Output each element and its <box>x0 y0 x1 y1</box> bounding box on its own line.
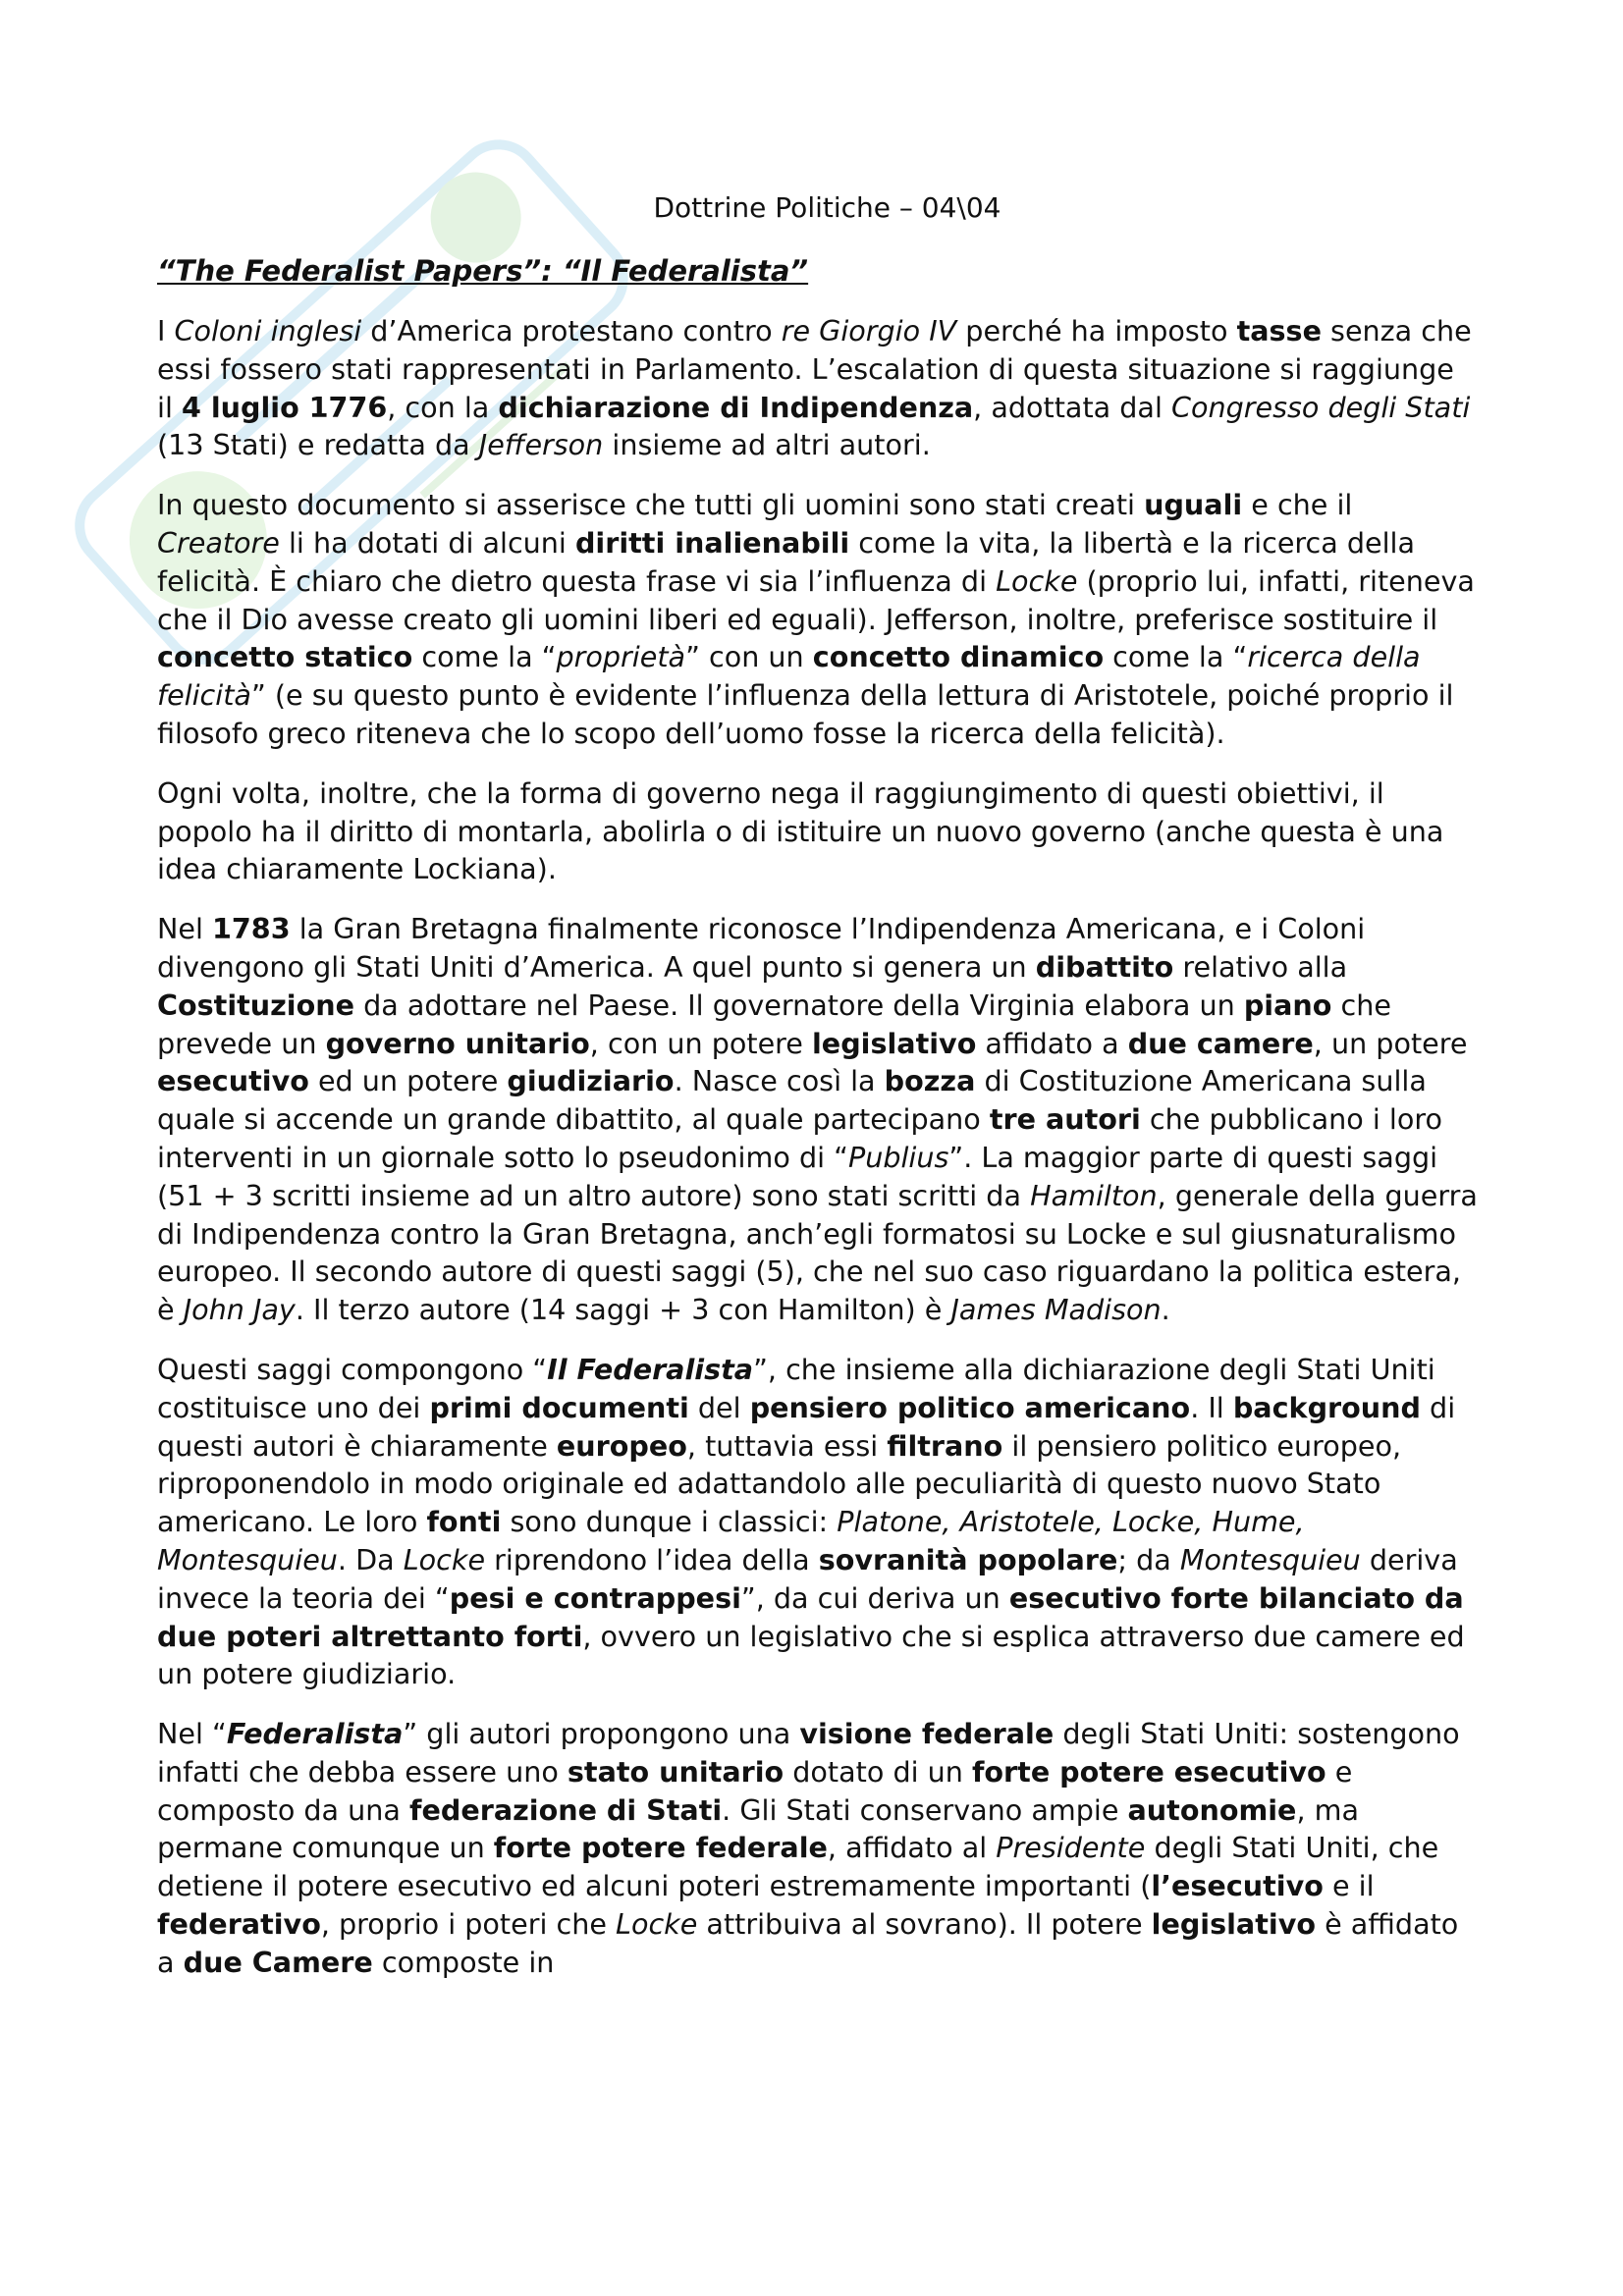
bold-run: 1783 <box>212 912 291 946</box>
bold-run: due camere <box>1127 1026 1314 1060</box>
bold-run: federativo <box>157 1907 321 1942</box>
bold-run: uguali <box>1144 488 1243 522</box>
text-run: , ma permane comunque un <box>157 1792 1360 1865</box>
italic-run: Presidente <box>996 1831 1146 1865</box>
italic-run: Locke <box>403 1542 486 1576</box>
bold-run: Costituzione <box>157 988 354 1022</box>
text-run: Nel <box>157 912 213 946</box>
text-run: che prevede un <box>157 988 1391 1060</box>
paragraph-6 <box>157 1715 1478 1982</box>
text-run: è affidato a <box>157 1907 1459 1979</box>
bold-run: concetto dinamico <box>812 640 1105 674</box>
text-run: il pensiero politico europeo, riproponendolo in modo originale ed adattandolo alle peculiarità di questo nuovo Stato americano. Le loro <box>157 1428 1402 1539</box>
text-run: degli Stati Uniti: sostengono infatti che debba essere uno <box>157 1717 1460 1789</box>
italic-run: re Giorgio IV <box>781 314 957 347</box>
italic-run: John Jay <box>183 1293 296 1327</box>
document-body <box>157 187 1478 2003</box>
text-run: (proprio lui, infatti, riteneva che il Dio avesse creato gli uomini liberi ed eguali). Jefferson, inoltre, preferisce sostituire il <box>157 563 1475 636</box>
text-run: e il <box>1323 1869 1375 1903</box>
text-run: di Costituzione Americana sulla quale si accende un grande dibattito, al quale partecipano <box>157 1064 1427 1137</box>
italic-run: Publius <box>847 1140 949 1174</box>
text-run: relativo alla <box>1173 949 1348 984</box>
italic-run: Jefferson <box>478 428 604 462</box>
text-run: ” gli autori propongono una <box>403 1717 800 1751</box>
text-run: che pubblicano i loro interventi in un giornale sotto lo pseudonimo di “ <box>157 1102 1442 1174</box>
text-run: . <box>1161 1293 1170 1327</box>
italic-run: proprietà <box>556 640 686 674</box>
bold-run: pesi e contrappesi <box>449 1580 741 1615</box>
bold-run: esecutivo forte bilanciato da due poteri altrettanto forti <box>157 1580 1464 1653</box>
italic-run: Coloni inglesi <box>174 314 362 347</box>
text-run: , generale della guerra di Indipendenza contro la Gran Bretagna, anch’egli formatosi su Locke e sul giusnaturalismo europeo. Il secondo autore di questi saggi (5), che nel suo caso riguardano la politica estera, è <box>157 1178 1478 1327</box>
bold-run: esecutivo <box>157 1064 309 1098</box>
bold-run: governo unitario <box>325 1026 590 1060</box>
text-run: , proprio i poteri che <box>320 1907 617 1942</box>
bold-run: stato unitario <box>567 1754 784 1789</box>
text-run: . Da <box>337 1542 404 1576</box>
italic-run: James Madison <box>950 1293 1162 1327</box>
text-run: ”, che insieme alla dichiarazione degli Stati Uniti costituisce uno dei <box>157 1352 1435 1424</box>
text-run: sono dunque i classici: <box>501 1505 838 1539</box>
italic-run: Locke <box>996 563 1078 598</box>
italic-run: Platone, Aristotele, Locke, Hume, Montesquieu <box>157 1505 1305 1576</box>
text-run: deriva invece la teoria dei “ <box>157 1542 1458 1615</box>
bold-run: legislativo <box>1151 1907 1316 1942</box>
text-run: . Il terzo autore (14 saggi + 3 con Hamilton) è <box>295 1293 951 1327</box>
bold-run: legislativo <box>812 1026 977 1060</box>
text-run: di questi autori è chiaramente <box>157 1390 1456 1463</box>
text-run: e che il <box>1242 488 1353 522</box>
text-run: , affidato al <box>827 1831 997 1865</box>
bold-run: filtrano <box>887 1428 1003 1463</box>
text-run: e composto da una <box>157 1754 1353 1827</box>
paragraph-4 <box>157 910 1478 1329</box>
bold-run: piano <box>1243 988 1332 1022</box>
text-run: , adottata dal <box>973 390 1171 424</box>
bold-run: forte potere esecutivo <box>971 1754 1326 1789</box>
paragraph-5 <box>157 1351 1478 1693</box>
text-run: affidato a <box>976 1026 1128 1060</box>
text-run: da adottare nel Paese. Il governatore della Virginia elabora un <box>353 988 1244 1022</box>
text-run: attribuiva al sovrano). Il potere <box>697 1907 1152 1942</box>
bold-run: due Camere <box>183 1945 373 1979</box>
text-run: , tuttavia essi <box>686 1428 888 1463</box>
bold-run: pensiero politico americano <box>749 1390 1191 1424</box>
text-run: ” con un <box>685 640 813 674</box>
text-run: insieme ad altri autori. <box>603 428 931 462</box>
italic-run: Creatore <box>157 525 280 560</box>
text-run: (13 Stati) e redatta da <box>157 428 479 462</box>
bold-italic-run: Il Federalista <box>547 1352 754 1386</box>
text-run: composte in <box>372 1945 555 1979</box>
text-run: riprendono l’idea della <box>485 1542 819 1576</box>
document-title: “The Federalist Papers”: “Il Federalista” <box>157 254 809 288</box>
text-run: ”. La maggior parte di questi saggi (51 + 3 scritti insieme ad un altro autore) sono stati scritti da <box>157 1140 1438 1212</box>
bold-run: federazione di Stati <box>409 1792 723 1827</box>
bold-run: bozza <box>884 1064 976 1098</box>
text-run: dotato di un <box>784 1754 972 1789</box>
text-run: come la vita, la libertà e la ricerca della felicità. È chiaro che dietro questa frase vi sia l’influenza di <box>157 525 1416 598</box>
bold-run: fonti <box>426 1505 502 1539</box>
text-run: , ovvero un legislativo che si esplica attraverso due camere ed un potere giudiziario. <box>157 1619 1465 1691</box>
bold-run: 4 luglio 1776 <box>181 390 388 424</box>
bold-run: europeo <box>556 1428 687 1463</box>
text-run: d’America protestano contro <box>361 314 782 347</box>
text-run: come la “ <box>412 640 557 674</box>
text-run: I <box>157 314 175 347</box>
text-run: , con un potere <box>589 1026 812 1060</box>
text-run: li ha dotati di alcuni <box>279 525 575 560</box>
text-run: ed un potere <box>308 1064 508 1098</box>
bold-run: dibattito <box>1035 949 1174 984</box>
italic-run: Locke <box>616 1907 698 1942</box>
bold-run: concetto statico <box>157 640 413 674</box>
text-run: del <box>688 1390 750 1424</box>
paragraph-2 <box>157 486 1478 753</box>
bold-run: dichiarazione di Indipendenza <box>498 390 974 424</box>
italic-run: ricerca della felicità <box>157 640 1421 713</box>
text-run: come la “ <box>1104 640 1248 674</box>
bold-run: forte potere federale <box>493 1831 828 1865</box>
text-run: la Gran Bretagna finalmente riconosce l’Indipendenza Americana, e i Coloni divengono gli Stati Uniti d’America. A quel punto si genera un <box>157 912 1366 984</box>
text-run: ; da <box>1117 1542 1180 1576</box>
bold-run: diritti inalienabili <box>574 525 850 560</box>
bold-run: primi documenti <box>429 1390 689 1424</box>
bold-run: tasse <box>1236 314 1322 347</box>
text-run: ”, da cui deriva un <box>740 1580 1009 1615</box>
italic-run: Hamilton <box>1030 1178 1158 1212</box>
paragraph-3 <box>157 774 1478 888</box>
paragraph-1 <box>157 312 1478 464</box>
bold-italic-run: Federalista <box>226 1717 404 1751</box>
bold-run: giudiziario <box>507 1064 675 1098</box>
text-run: senza che essi fossero stati rappresentati in Parlamento. L’escalation di questa situazione si raggiunge il <box>157 314 1472 424</box>
text-run: degli Stati Uniti, che detiene il potere esecutivo ed alcuni poteri estremamente importanti ( <box>157 1831 1439 1903</box>
italic-run: Congresso degli Stati <box>1170 390 1471 424</box>
text-run: perché ha imposto <box>956 314 1237 347</box>
course-date-header: Dottrine Politiche – 04\04 <box>653 191 1001 224</box>
bold-run: visione federale <box>799 1717 1055 1751</box>
italic-run: Montesquieu <box>1179 1542 1361 1576</box>
text-run: . Nasce così la <box>674 1064 885 1098</box>
text-run: . Gli Stati conservano ampie <box>722 1792 1128 1827</box>
bold-run: tre autori <box>989 1102 1141 1137</box>
bold-run: l’esecutivo <box>1151 1869 1324 1903</box>
bold-run: autonomie <box>1127 1792 1297 1827</box>
text-run: In questo documento si asserisce che tutti gli uomini sono stati creati <box>157 488 1145 522</box>
bold-run: sovranità popolare <box>818 1542 1118 1576</box>
text-run: Nel “ <box>157 1717 227 1751</box>
text-run: Questi saggi compongono “ <box>157 1352 548 1386</box>
text-run: , un potere <box>1313 1026 1468 1060</box>
text-run: , con la <box>387 390 499 424</box>
text-run: . Il <box>1190 1390 1233 1424</box>
text-run: ” (e su questo punto è evidente l’influenza della lettura di Aristotele, poiché proprio il filosofo greco riteneva che lo scopo dell’uomo fosse la ricerca della felicità). <box>157 678 1454 750</box>
text-run: Ogni volta, inoltre, che la forma di governo nega il raggiungimento di questi obiettivi, il popolo ha il diritto di montarla, abolirla o di istituire un nuovo governo (anche questa è una idea chiaramente Lockiana). <box>157 775 1444 886</box>
bold-run: background <box>1232 1390 1421 1424</box>
